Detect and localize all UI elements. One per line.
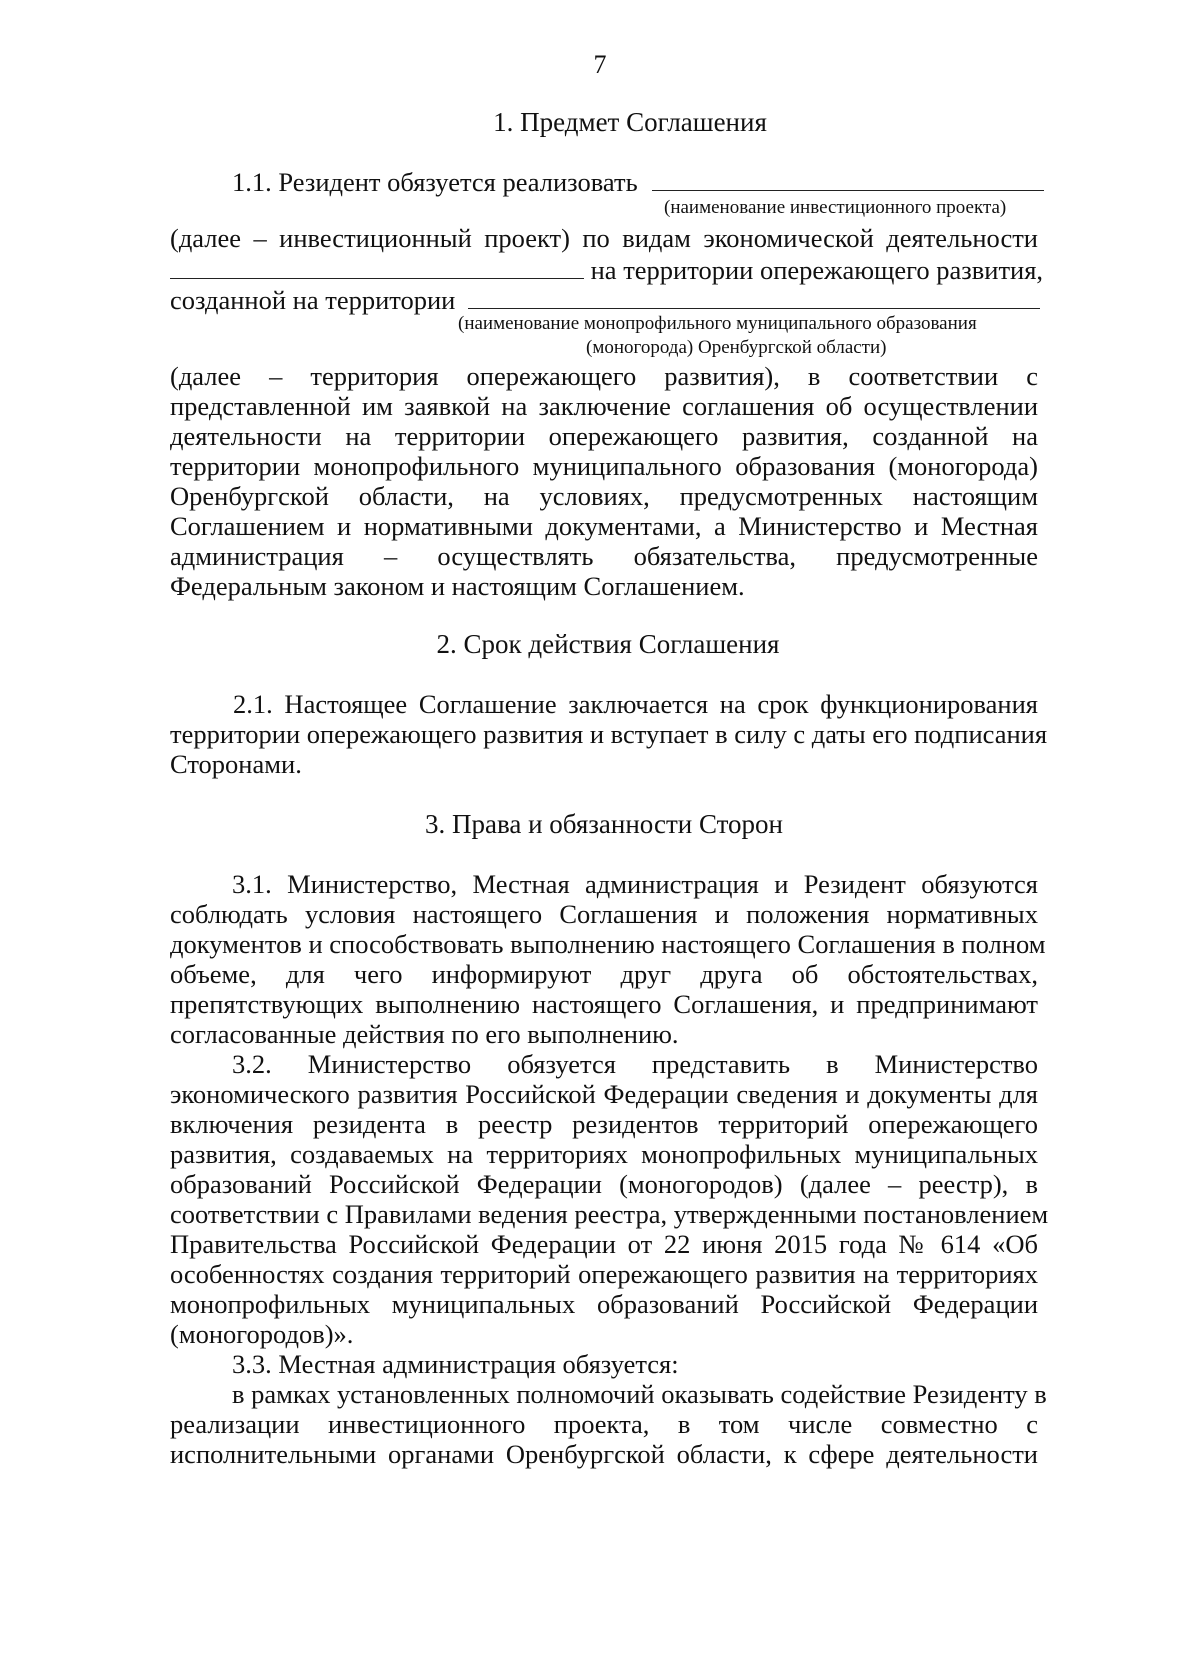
- section-1-line-2: (далее – инвестиционный проект) по видам экономической деятельности: [170, 223, 1038, 253]
- clause-3-1-line-4: объеме, для чего информируют друг друга об обстоятельствах,: [170, 959, 1038, 989]
- clause-3-2-line-1: 3.2. Министерство обязуется представить в Министерство: [232, 1049, 1038, 1079]
- municipality-name-blank: [468, 284, 1040, 309]
- clause-3-1-line-3: документов и способствовать выполнению настоящего Соглашения в полном: [170, 929, 1046, 959]
- clause-3-2-line-9: монопрофильных муниципальных образований Российской Федерации: [170, 1289, 1038, 1319]
- clause-3-2-line-2: экономического развития Российской Федерации сведения и документы для: [170, 1079, 1038, 1109]
- caption-municipality-2: (моногорода) Оренбургской области): [586, 337, 887, 358]
- word: с: [1026, 361, 1038, 391]
- clause-3-1-line-5: препятствующих выполнению настоящего Соглашения, и предпринимают: [170, 989, 1038, 1019]
- clause-3-1-line-1: 3.1. Министерство, Местная администрация и Резидент обязуются: [232, 869, 1038, 899]
- word: опережающего: [466, 361, 637, 391]
- section-1-para-line-6: Соглашением и нормативными документами, а Министерство и Местная: [170, 511, 1038, 541]
- clause-3-1-line-6: согласованные действия по его выполнению.: [170, 1019, 679, 1049]
- clause-2-1-line-1: [170, 688, 1038, 720]
- section-1-heading: 1. Предмет Соглашения: [493, 107, 767, 137]
- section-1-para-line-3: деятельности на территории опережающего развития, созданной на: [170, 421, 1038, 451]
- clause-3-2-line-10: (моногородов)».: [170, 1319, 354, 1349]
- clause-2-1-line-3: Сторонами.: [170, 749, 302, 779]
- section-1-line-4-text: созданной на территории: [170, 285, 456, 315]
- word: территория: [310, 361, 439, 391]
- clause-3-2-line-7: Правительства Российской Федерации от 22 июня 2015 года № 614 «Об: [170, 1229, 1038, 1259]
- section-1-line-3: [170, 254, 1044, 286]
- word: –: [269, 361, 283, 391]
- page-number: 7: [593, 50, 607, 79]
- section-3-heading: 3. Права и обязанности Сторон: [424, 809, 784, 839]
- activity-type-blank: [170, 254, 584, 279]
- clause-3-2-line-5: образований Российской Федерации (моногородов) (далее – реестр), в: [170, 1169, 1038, 1199]
- word: соответствии: [848, 361, 999, 391]
- clause-1-1-text: 1.1. Резидент обязуется реализовать: [232, 167, 638, 197]
- clause-3-1-line-2: соблюдать условия настоящего Соглашения и положения нормативных: [170, 899, 1038, 929]
- clause-3-2-line-3: включения резидента в реестр резидентов территорий опережающего: [170, 1109, 1038, 1139]
- section-1-para-line-2: представленной им заявкой на заключение соглашения об осуществлении: [170, 391, 1038, 421]
- clause-3-3-line-1: в рамках установленных полномочий оказывать содействие Резиденту в: [232, 1379, 1047, 1409]
- section-1-line-3-text: на территории опережающего развития,: [590, 255, 1044, 285]
- clause-3-3-line-2: реализации инвестиционного проекта, в том числе совместно с: [170, 1409, 1038, 1439]
- clause-3-3-heading: 3.3. Местная администрация обязуется:: [232, 1349, 679, 1379]
- clause-3-2-line-4: развития, создаваемых на территориях монопрофильных муниципальных: [170, 1139, 1038, 1169]
- project-name-blank: [652, 166, 1044, 191]
- section-1-para-line-4: территории монопрофильного муниципального образования (моногорода): [170, 451, 1038, 481]
- section-1-para-line-1: [170, 360, 1038, 392]
- word: в: [807, 361, 821, 391]
- clause-1-1-line: [232, 166, 1060, 198]
- clause-2-1-line-1-text: 2.1. Настоящее Соглашение заключается на срок функционирования: [233, 689, 1038, 719]
- word: развития),: [664, 361, 780, 391]
- section-1-para-line-8: Федеральным законом и настоящим Соглашением.: [170, 571, 745, 601]
- word: (далее: [170, 361, 242, 391]
- section-1-para-line-5: Оренбургской области, на условиях, предусмотренных настоящим: [170, 481, 1038, 511]
- clause-2-1-line-2: территории опережающего развития и вступает в силу с даты его подписания: [170, 719, 1048, 749]
- caption-municipality-1: (наименование монопрофильного муниципального образования: [458, 313, 977, 334]
- caption-project-name: (наименование инвестиционного проекта): [664, 197, 1007, 218]
- section-2-heading: 2. Срок действия Соглашения: [436, 629, 780, 659]
- clause-3-2-line-6: соответствии с Правилами ведения реестра, утвержденными постановлением: [170, 1199, 1049, 1229]
- clause-3-3-line-3: исполнительными органами Оренбургской области, к сфере деятельности: [170, 1439, 1038, 1469]
- clause-3-2-line-8: особенностях создания территорий опережающего развития на территориях: [170, 1259, 1038, 1289]
- section-1-para-line-7: администрация – осуществлять обязательства, предусмотренные: [170, 541, 1038, 571]
